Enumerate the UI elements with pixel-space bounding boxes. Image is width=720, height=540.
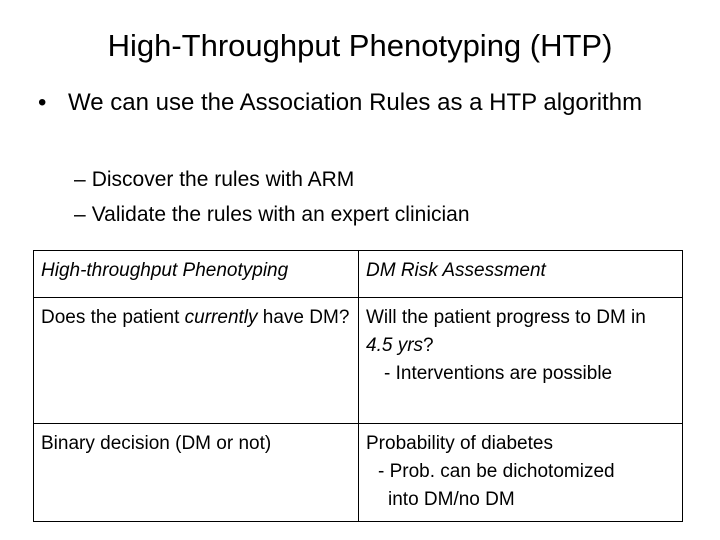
main-bullet [38, 88, 678, 118]
cell-text: Does the patient [41, 307, 185, 328]
sub-bullet-text: Discover the rules with ARM [91, 168, 355, 191]
main-bullet-text: We can use the Association Rules as a HTP algorithm [68, 89, 643, 116]
table-cell [34, 298, 359, 424]
comparison-table [33, 250, 683, 522]
cell-text: Probability of diabetes [366, 433, 553, 454]
cell-note: - Prob. can be dichotomized [378, 461, 615, 482]
sub-bullet-marker: – [74, 168, 86, 191]
column-header-dm-risk: DM Risk Assessment [359, 251, 683, 298]
cell-emphasis: currently [184, 307, 258, 328]
bullet-marker: • [38, 89, 47, 116]
table-cell [359, 298, 683, 424]
cell-text: ? [423, 335, 434, 356]
table-cell [359, 424, 683, 522]
cell-text: Will the patient progress to DM in [366, 307, 646, 328]
cell-note: into DM/no DM [388, 489, 515, 510]
column-header-htp: High-throughput Phenotyping [34, 251, 359, 298]
table-row [34, 424, 683, 522]
table-header-row [34, 251, 683, 298]
cell-text: have DM? [257, 307, 350, 328]
slide-title: High-Throughput Phenotyping (HTP) [107, 28, 613, 63]
table-row [34, 298, 683, 424]
sub-bullet-marker: – [74, 203, 86, 226]
cell-note: - Interventions are possible [384, 363, 613, 384]
sub-bullet-discover [74, 166, 694, 194]
sub-bullet-validate [74, 201, 694, 229]
table-cell [34, 424, 359, 522]
cell-text: Binary decision (DM or not) [41, 433, 272, 454]
cell-emphasis: 4.5 yrs [366, 335, 424, 356]
sub-bullet-text: Validate the rules with an expert clinician [91, 203, 470, 226]
